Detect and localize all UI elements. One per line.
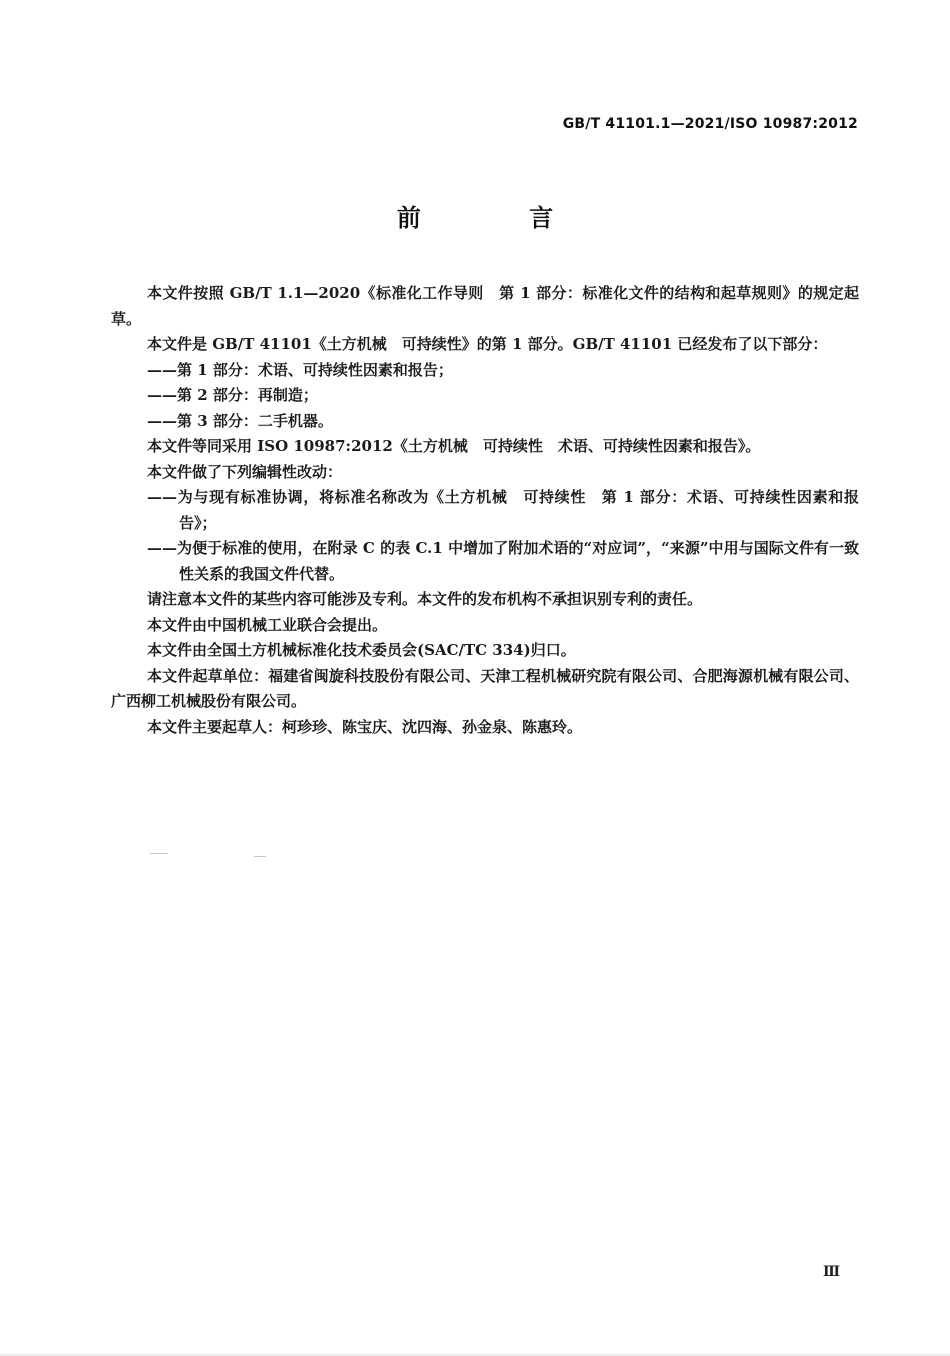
page-edge <box>0 1352 950 1356</box>
paragraph-patent-notice: 请注意本文件的某些内容可能涉及专利。本文件的发布机构不承担识别专利的责任。 <box>147 590 703 608</box>
paragraph-committee: 本文件由全国土方机械标准化技术委员会(SAC/TC 334)归口。 <box>147 641 576 659</box>
paragraph-proposer: 本文件由中国机械工业联合会提出。 <box>147 615 388 634</box>
foreword-body <box>111 281 859 740</box>
paragraph-part-info: 本文件是 GB/T 41101《土方机械 可持续性》的第 1 部分。GB/T 41101 已经发布了以下部分： <box>147 335 828 353</box>
paragraph-drafters: 本文件主要起草人：柯珍珍、陈宝庆、沈四海、孙金泉、陈惠玲。 <box>147 717 583 736</box>
paragraph-drafting-units: 本文件起草单位：福建省闽旋科技股份有限公司、天津工程机械研究院有限公司、合肥海源机械有限公司、广西柳工机械股份有限公司。 <box>111 666 859 710</box>
standard-number: GB/T 41101.1—2021/ISO 10987:2012 <box>562 116 858 132</box>
scan-artifact <box>254 856 266 857</box>
list-item-change-2: ——为便于标准的使用，在附录 C 的表 C.1 中增加了附加术语的“对应词”，“来源”中用与国际文件有一致性关系的我国文件代替。 <box>147 539 859 583</box>
paragraph-editorial-changes: 本文件做了下列编辑性改动： <box>147 462 343 481</box>
list-item-part-1: ——第 1 部分：术语、可持续性因素和报告； <box>147 360 453 379</box>
page-number: Ⅲ <box>822 1264 840 1280</box>
list-item-part-2: ——第 2 部分：再制造； <box>147 386 318 404</box>
list-item-change-1: ——为与现有标准协调，将标准名称改为《土方机械 可持续性 第 1 部分：术语、可持续性因素和报告》； <box>147 488 859 532</box>
paragraph-adoption: 本文件等同采用 ISO 10987:2012《土方机械 可持续性 术语、可持续性因素和报告》。 <box>147 437 761 455</box>
list-item-part-3: ——第 3 部分：二手机器。 <box>147 411 333 430</box>
paragraph-drafting-rules: 本文件按照 GB/T 1.1—2020《标准化工作导则 第 1 部分：标准化文件的结构和起草规则》的规定起草。 <box>111 284 859 328</box>
page-title: 前 言 <box>396 204 604 232</box>
scan-artifact <box>150 853 168 854</box>
